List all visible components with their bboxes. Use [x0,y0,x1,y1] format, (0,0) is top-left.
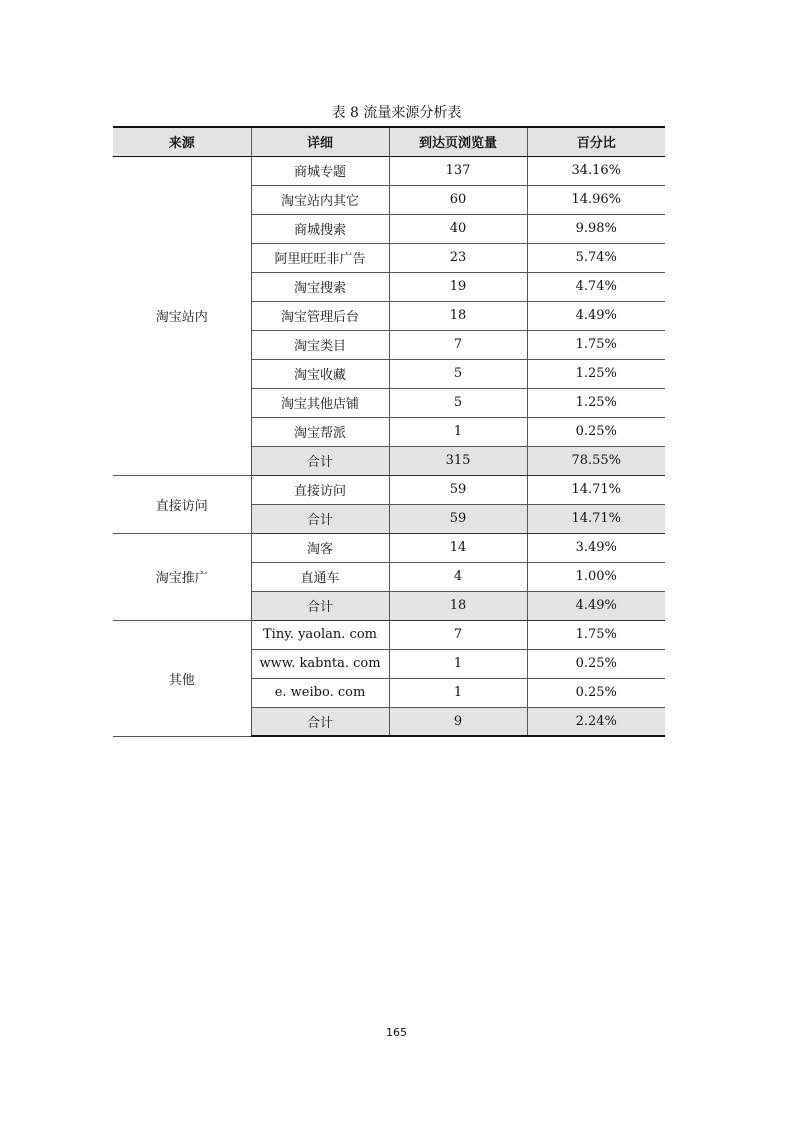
detail-cell: 阿里旺旺非广告 [251,243,389,272]
percent-cell: 2.24% [527,707,665,736]
percent-cell: 34.16% [527,156,665,185]
percent-cell: 9.98% [527,214,665,243]
detail-cell: 淘宝站内其它 [251,185,389,214]
views-cell: 315 [389,446,527,475]
views-cell: 14 [389,533,527,562]
percent-cell: 1.25% [527,388,665,417]
views-cell: 9 [389,707,527,736]
views-cell: 23 [389,243,527,272]
views-cell: 5 [389,359,527,388]
percent-cell: 0.25% [527,649,665,678]
header-source: 来源 [113,127,251,156]
percent-cell: 4.49% [527,591,665,620]
percent-cell: 5.74% [527,243,665,272]
detail-cell: 合计 [251,446,389,475]
views-cell: 5 [389,388,527,417]
views-cell: 40 [389,214,527,243]
detail-cell: 直接访问 [251,475,389,504]
detail-cell: 商城专题 [251,156,389,185]
percent-cell: 14.71% [527,475,665,504]
detail-cell: 淘宝其他店铺 [251,388,389,417]
detail-cell: 淘客 [251,533,389,562]
percent-cell: 14.96% [527,185,665,214]
views-cell: 4 [389,562,527,591]
views-cell: 1 [389,678,527,707]
detail-cell: 淘宝搜索 [251,272,389,301]
views-cell: 1 [389,417,527,446]
detail-cell: 淘宝收藏 [251,359,389,388]
source-cell: 淘宝推广 [113,533,251,620]
percent-cell: 0.25% [527,678,665,707]
detail-cell: 淘宝管理后台 [251,301,389,330]
detail-cell: 合计 [251,707,389,736]
table-row [113,475,665,504]
header-percent: 百分比 [527,127,665,156]
table-caption: 表 8 流量来源分析表 [331,105,462,121]
percent-cell: 78.55% [527,446,665,475]
source-cell: 淘宝站内 [113,156,251,475]
detail-cell: 合计 [251,504,389,533]
percent-cell: 4.74% [527,272,665,301]
traffic-source-table [113,126,665,737]
percent-cell: 14.71% [527,504,665,533]
views-cell: 19 [389,272,527,301]
views-cell: 7 [389,330,527,359]
views-cell: 59 [389,504,527,533]
percent-cell: 1.00% [527,562,665,591]
percent-cell: 1.25% [527,359,665,388]
percent-cell: 1.75% [527,330,665,359]
table-header-row [113,127,665,156]
views-cell: 59 [389,475,527,504]
detail-cell: 商城搜索 [251,214,389,243]
percent-cell: 0.25% [527,417,665,446]
percent-cell: 1.75% [527,620,665,649]
views-cell: 18 [389,301,527,330]
views-cell: 7 [389,620,527,649]
views-cell: 18 [389,591,527,620]
detail-cell: 合计 [251,591,389,620]
detail-cell: 直通车 [251,562,389,591]
detail-cell: 淘宝类目 [251,330,389,359]
table-body [113,156,665,736]
header-detail: 详细 [251,127,389,156]
source-cell: 直接访问 [113,475,251,533]
views-cell: 60 [389,185,527,214]
views-cell: 137 [389,156,527,185]
page-number: 165 [386,1026,407,1039]
table-row [113,156,665,185]
views-cell: 1 [389,649,527,678]
table-row [113,533,665,562]
detail-cell: www. kabnta. com [251,649,389,678]
header-views: 到达页浏览量 [389,127,527,156]
percent-cell: 3.49% [527,533,665,562]
percent-cell: 4.49% [527,301,665,330]
detail-cell: e. weibo. com [251,678,389,707]
source-cell: 其他 [113,620,251,736]
table-row [113,620,665,649]
detail-cell: 淘宝帮派 [251,417,389,446]
detail-cell: Tiny. yaolan. com [251,620,389,649]
